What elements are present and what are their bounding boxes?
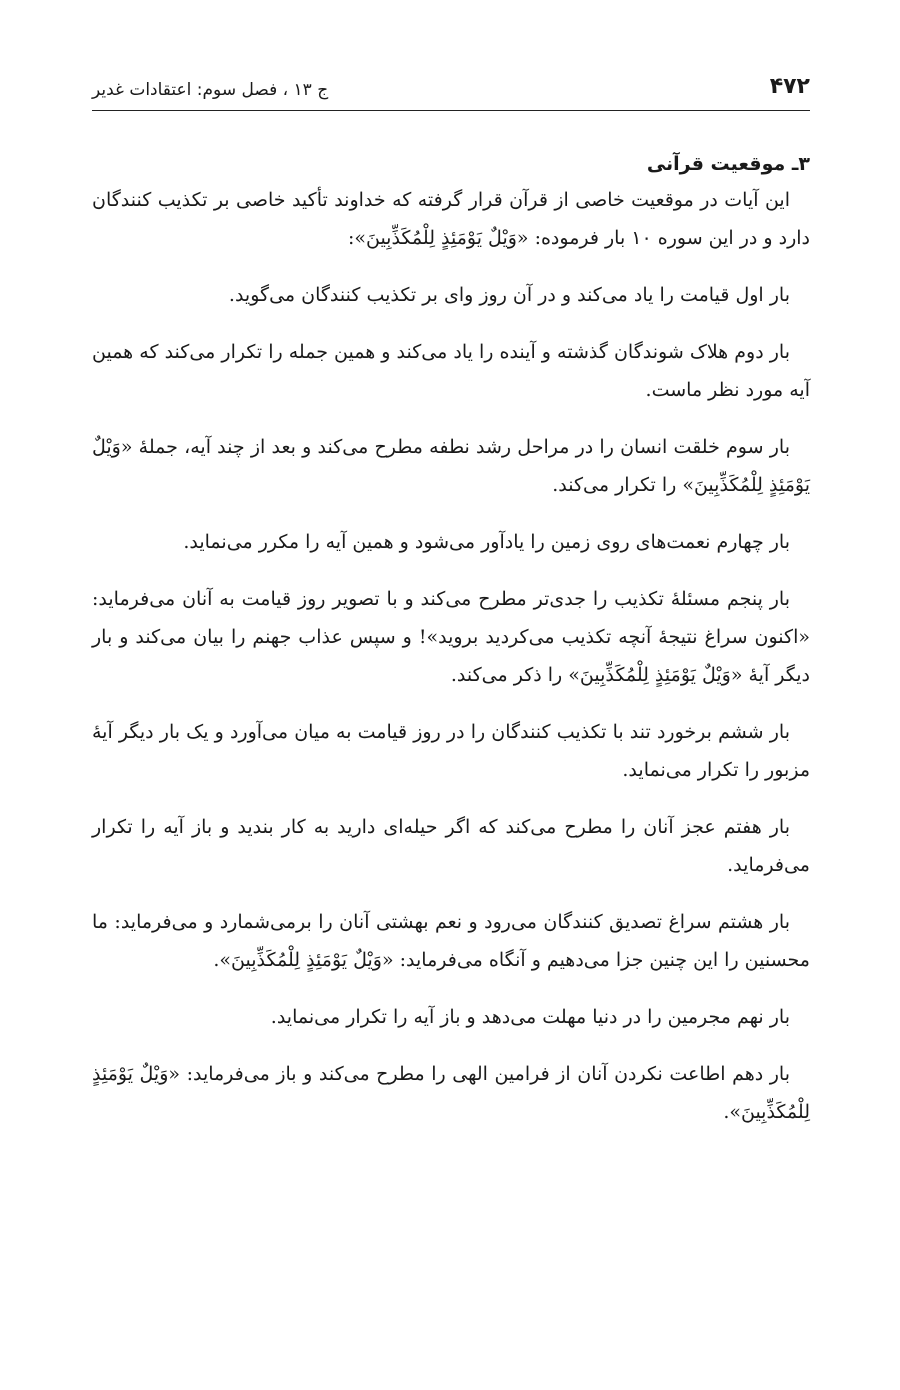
paragraph-seventh-time: بار هفتم عجز آنان را مطرح می‌کند که اگر حیله‌ای دارید به کار بندید و باز آیه را تکرار می‌فرماید. xyxy=(92,816,810,876)
paragraph-third-time: بار سوم خلقت انسان را در مراحل رشد نطفه مطرح می‌کند و بعد از چند آیه، جملهٔ «وَیْلٌ یَوْمَئِذٍ لِلْمُکَذِّبِینَ» را تکرار می‌کند. xyxy=(92,436,810,496)
paragraph-second-time: بار دوم هلاک شوندگان گذشته و آینده را یاد می‌کند و همین جمله را تکرار می‌کند که همین آیه مورد نظر ماست. xyxy=(92,341,810,401)
paragraph-ninth-time: بار نهم مجرمین را در دنیا مهلت می‌دهد و باز آیه را تکرار می‌نماید. xyxy=(270,1006,790,1028)
paragraph-fourth-time: بار چهارم نعمت‌های روی زمین را یادآور می‌شود و همین آیه را مکرر می‌نماید. xyxy=(183,531,790,553)
paragraph-eighth-time: بار هشتم سراغ تصدیق کنندگان می‌رود و نعم بهشتی آنان را برمی‌شمارد و می‌فرماید: ما محسنین را این چنین جزا می‌دهیم و آنگاه می‌فرماید: «وَیْلٌ یَوْمَئِذٍ لِلْمُکَذِّبِینَ». xyxy=(92,911,810,971)
chapter-title: ج ۱۳ ، فصل سوم: اعتقادات غدیر xyxy=(92,80,329,100)
book-page xyxy=(92,60,810,1360)
running-header xyxy=(92,60,810,111)
paragraph-intro: این آیات در موقعیت خاصی از قرآن قرار گرفته که خداوند تأکید خاصی بر تکذیب کنندگان دارد و در این سوره ۱۰ بار فرموده: «وَیْلٌ یَوْمَئِذٍ لِلْمُکَذِّبِینَ»: xyxy=(92,189,810,249)
section-heading: ۳ـ موقعیت قرآنی xyxy=(646,153,810,175)
paragraph-sixth-time: بار ششم برخورد تند با تکذیب کنندگان را در روز قیامت به میان می‌آورد و یک بار دیگر آیهٔ مزبور را تکرار می‌نماید. xyxy=(92,721,810,781)
page-number: ۴۷۲ xyxy=(769,74,810,99)
paragraph-first-time: بار اول قیامت را یاد می‌کند و در آن روز وای بر تکذیب کنندگان می‌گوید. xyxy=(228,284,790,306)
paragraph-fifth-time: بار پنجم مسئلهٔ تکذیب را جدی‌تر مطرح می‌کند و با تصویر روز قیامت به آنان می‌فرماید: «اکنون سراغ نتیجهٔ آنچه تکذیب می‌کردید بروید»! و سپس عذاب جهنم را بیان می‌کند و بار دیگر آیهٔ «وَیْلٌ یَوْمَئِذٍ لِلْمُکَذِّبِینَ» را ذکر می‌کند. xyxy=(92,588,810,686)
paragraph-tenth-time: بار دهم اطاعت نکردن آنان از فرامین الهی را مطرح می‌کند و باز می‌فرماید: «وَیْلٌ یَوْمَئِذٍ لِلْمُکَذِّبِینَ». xyxy=(92,1063,810,1123)
